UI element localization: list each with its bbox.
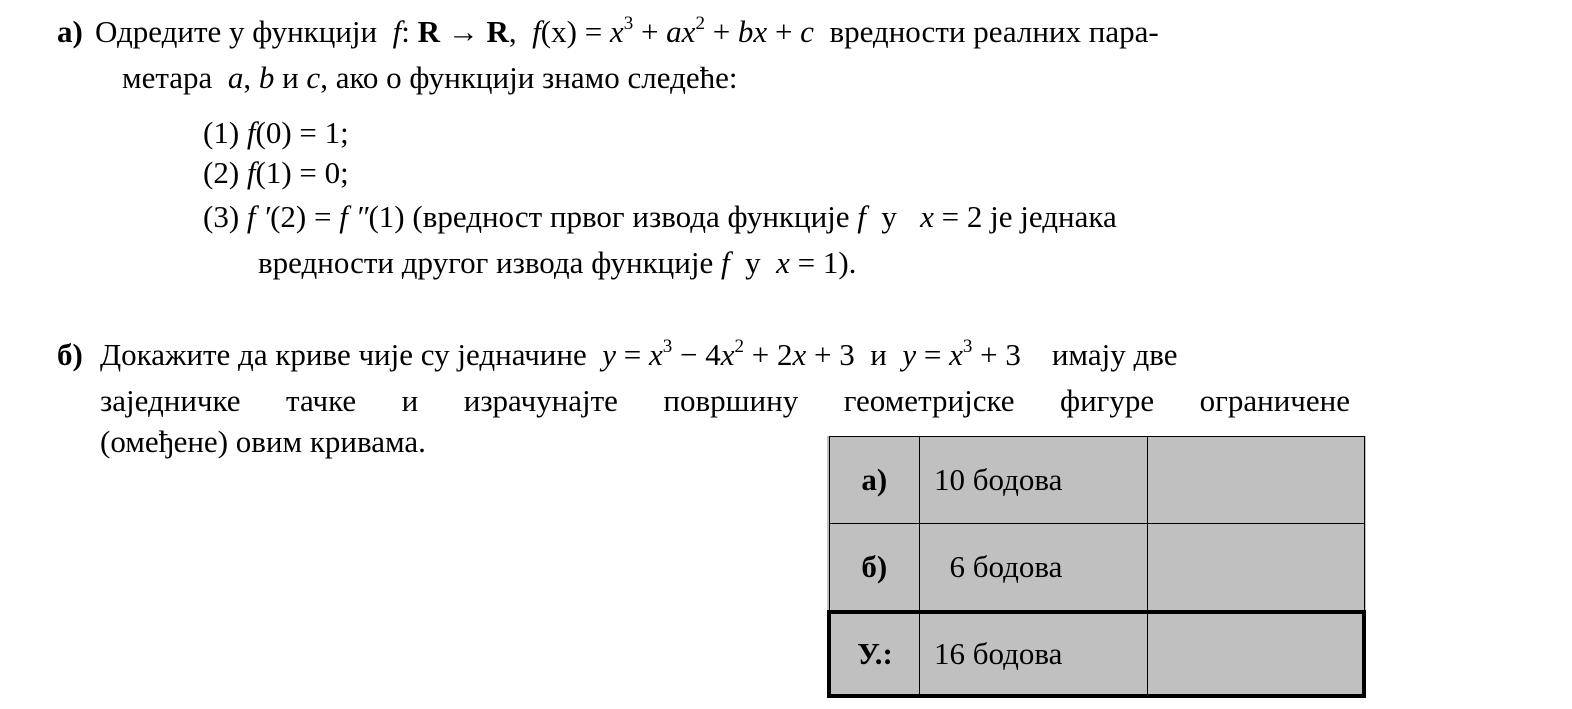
score-input-cell[interactable]	[1148, 524, 1365, 613]
x-var: x	[949, 337, 963, 372]
plus: +	[767, 14, 801, 49]
score-row-total	[829, 612, 1364, 696]
text: вредности другог извода функције	[258, 245, 714, 280]
text: , ако о функцији знамо следеће:	[320, 60, 738, 95]
second-derivative: f ″	[339, 199, 369, 234]
colon: :	[401, 14, 410, 49]
plus: +	[704, 14, 738, 49]
y-var: y	[902, 337, 917, 372]
text: + 3	[806, 337, 855, 372]
equals: =	[916, 337, 950, 372]
part-b-label: б)	[57, 337, 83, 372]
condition-3-line-2	[258, 245, 856, 281]
bx-term: bx	[737, 14, 768, 49]
score-row-label: а)	[829, 437, 920, 524]
part-a-line-1	[95, 14, 1159, 50]
text: метара	[122, 60, 213, 95]
text: + 3	[972, 337, 1021, 372]
condition-number: (3)	[203, 199, 240, 234]
f-name: f	[720, 245, 730, 280]
text: = 1).	[789, 245, 857, 280]
condition-number: (1)	[203, 115, 240, 150]
part-a-line-2	[122, 60, 737, 96]
condition-3	[203, 199, 1351, 235]
part-a-line-1-tail: вредности реалних пара-	[829, 14, 1159, 49]
score-table	[827, 436, 1366, 698]
exponent-2: 2	[695, 13, 705, 34]
curve-equation-2	[902, 337, 1021, 372]
f-name: f	[246, 115, 256, 150]
param-c: c	[306, 60, 321, 95]
x-var: x	[776, 245, 790, 280]
exponent-3: 3	[962, 336, 973, 357]
text: имају две	[1051, 337, 1178, 372]
equals: =	[616, 337, 649, 372]
first-derivative: f ′	[246, 199, 271, 234]
function-definition	[532, 14, 814, 49]
part-b-line-2: заједничке тачке и израчунајте површину геометријске фигуре ограничене	[100, 383, 1350, 418]
param-a: a	[227, 60, 244, 95]
exponent-3: 3	[662, 336, 673, 357]
f-name: f	[246, 155, 256, 190]
score-row-points: 6 бодова	[920, 524, 1148, 613]
text: и	[870, 337, 887, 372]
exponent-2: 2	[734, 336, 745, 357]
score-input-cell[interactable]	[1148, 437, 1365, 524]
x-var: x	[609, 14, 624, 49]
part-b-line-1	[100, 337, 1177, 373]
condition-text: (1) = 0;	[255, 155, 349, 190]
domain-set: R	[417, 14, 441, 49]
part-b-line-3: (омеђене) овим кривама.	[100, 424, 426, 459]
fx-name: f	[532, 14, 541, 49]
condition-number: (2)	[203, 155, 240, 190]
y-var: y	[602, 337, 617, 372]
text: + 2	[744, 337, 793, 372]
text: (1) (вредност првог извода функције	[368, 199, 850, 234]
score-row-b	[829, 524, 1364, 613]
f-name: f	[857, 199, 866, 234]
function-name: f	[392, 14, 402, 49]
condition-1	[203, 115, 349, 151]
codomain-set: R	[486, 14, 509, 49]
x-var: x	[649, 337, 663, 372]
comma: ,	[508, 14, 517, 49]
param-b: b	[258, 60, 275, 95]
score-input-cell[interactable]	[1148, 612, 1365, 696]
score-row-a	[829, 437, 1364, 524]
condition-2	[203, 155, 349, 191]
plus: +	[633, 14, 667, 49]
score-row-label: У.:	[829, 612, 920, 696]
text: у	[881, 199, 897, 234]
x-var: x	[792, 337, 807, 372]
text: = 2 је једнака	[933, 199, 1117, 234]
fx-arg: (x)	[540, 14, 577, 49]
x-var: x	[720, 337, 735, 372]
part-a-intro: Одредите у функцији	[95, 14, 378, 49]
exponent-3: 3	[623, 13, 634, 34]
score-row-label: б)	[829, 524, 920, 613]
x-var: x	[920, 199, 934, 234]
comma: ,	[243, 60, 259, 95]
part-a-label: а)	[57, 14, 83, 49]
text: (2) =	[270, 199, 340, 234]
equals: =	[576, 14, 610, 49]
text: и	[274, 60, 307, 95]
arrow: →	[440, 14, 487, 49]
c-term: c	[800, 14, 814, 49]
score-row-points: 10 бодова	[920, 437, 1148, 524]
text: у	[745, 245, 761, 280]
condition-text: (0) = 1;	[255, 115, 349, 150]
text: Докажите да криве чије су једначине	[100, 337, 587, 372]
curve-equation-1	[602, 337, 855, 372]
text: − 4	[672, 337, 721, 372]
score-row-points: 16 бодова	[920, 612, 1148, 696]
ax-term: ax	[666, 14, 696, 49]
